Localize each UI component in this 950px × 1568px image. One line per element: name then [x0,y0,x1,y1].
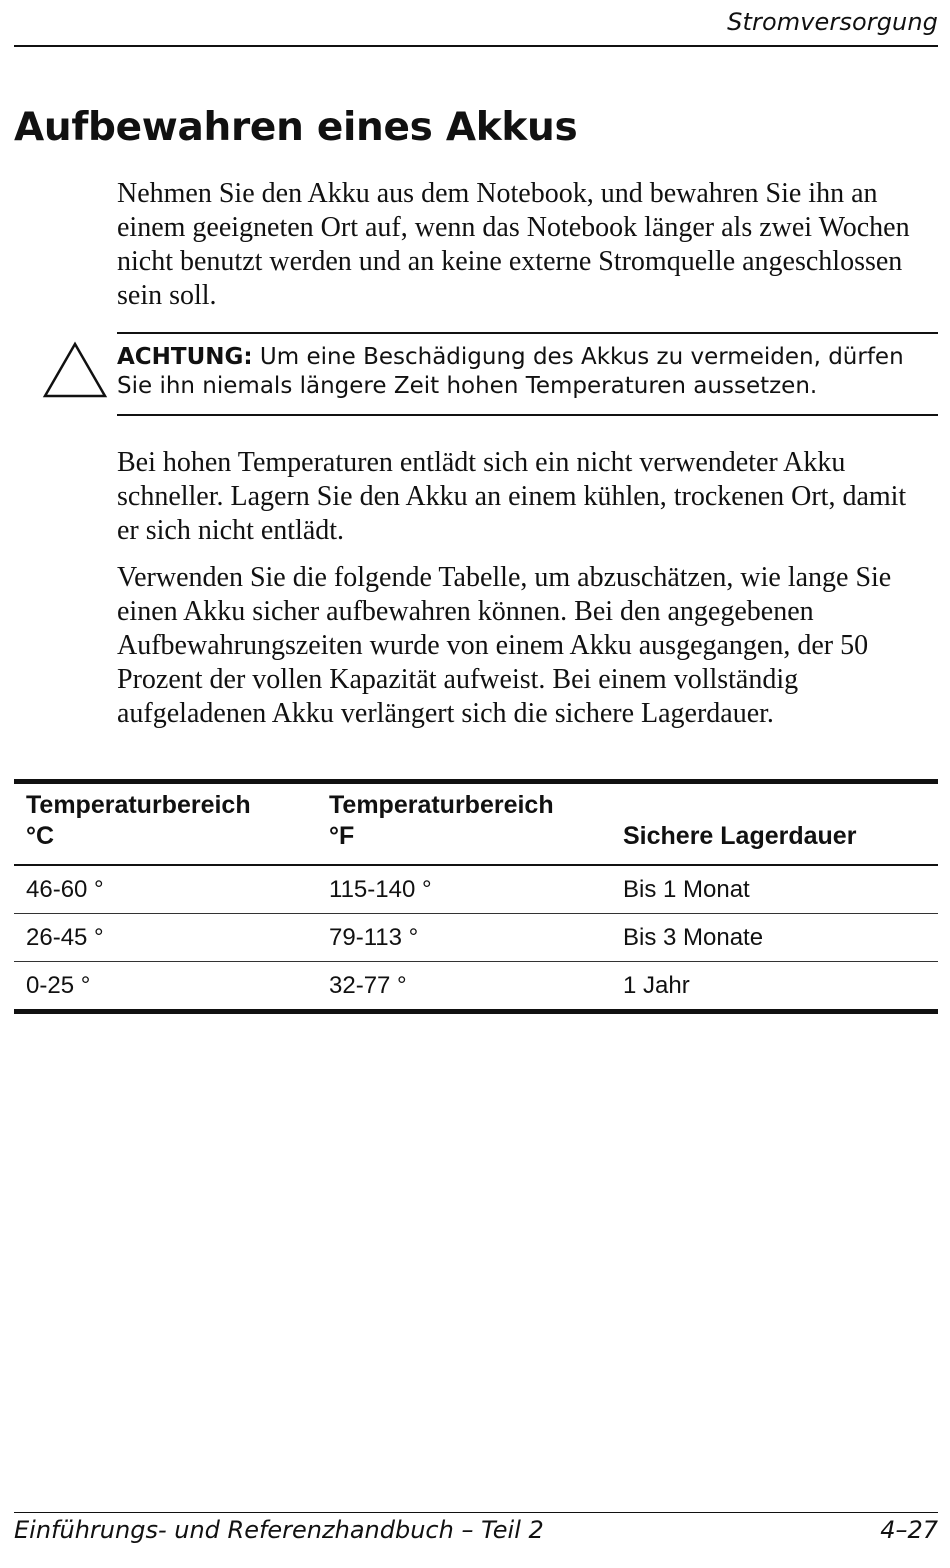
cell-duration: Bis 1 Monat [623,876,750,903]
cell-fahrenheit: 115-140 ° [329,876,432,903]
intro-paragraph: Nehmen Sie den Akku aus dem Notebook, und bewahren Sie ihn an einem geeigneten Ort auf, wenn das Notebook länger als zwei Wochen nicht benutzt werden und an keine externe Stromquelle angeschlossen sein soll. [117,178,910,311]
header-fahrenheit-line2: °F [329,822,355,850]
temperature-paragraph: Bei hohen Temperaturen entlädt sich ein nicht verwendeter Akku schneller. Lagern Sie den Akku an einem kühlen, trockenen Ort, damit er sich nicht entlädt. [117,447,907,546]
caution-label: ACHTUNG: [117,344,253,370]
running-header: Stromversorgung [727,8,938,36]
caution-triangle-icon [42,341,108,399]
table-row [14,866,938,913]
header-duration: Sichere Lagerdauer [623,822,857,850]
cell-duration: Bis 3 Monate [623,924,764,951]
cell-duration: 1 Jahr [623,972,690,999]
table-intro-paragraph: Verwenden Sie die folgende Tabelle, um abzuschätzen, wie lange Sie einen Akku sicher aufbewahren können. Bei den angegebenen Aufbewahrungszeiten wurde von einem Akku ausgegangen, der 50 Prozent der vollen Kapazität aufweist. Bei einem vollständig aufgeladenen Akku verlängert sich die sichere Lagerdauer. [117,562,892,729]
section-title: Aufbewahren eines Akkus [14,105,578,150]
table-bottom-rule [14,1009,938,1014]
caution-note [117,343,907,401]
footer-rule [14,1512,938,1513]
cell-celsius: 26-45 ° [26,924,104,951]
cell-fahrenheit: 32-77 ° [329,972,407,999]
footer-book-title: Einführungs- und Referenzhandbuch – Teil 2 [14,1516,544,1544]
header-fahrenheit-line1: Temperaturbereich [329,791,554,819]
caution-text: Um eine Beschädigung des Akkus zu vermeiden, dürfen Sie ihn niemals längere Zeit hohen Temperaturen aussetzen. [117,344,904,399]
caution-top-rule [117,332,938,334]
storage-table [14,779,938,1014]
page-number: 4–27 [880,1516,938,1544]
cell-celsius: 46-60 ° [26,876,104,903]
header-celsius [26,790,251,852]
table-row [14,962,938,1009]
cell-fahrenheit: 79-113 ° [329,924,419,951]
header-celsius-line1: Temperaturbereich [26,791,251,819]
header-fahrenheit [329,790,554,852]
header-celsius-line2: °C [26,822,55,850]
table-header-row [14,784,938,864]
caution-bottom-rule [117,414,938,416]
cell-celsius: 0-25 ° [26,972,91,999]
header-rule [14,45,938,47]
table-row [14,914,938,961]
